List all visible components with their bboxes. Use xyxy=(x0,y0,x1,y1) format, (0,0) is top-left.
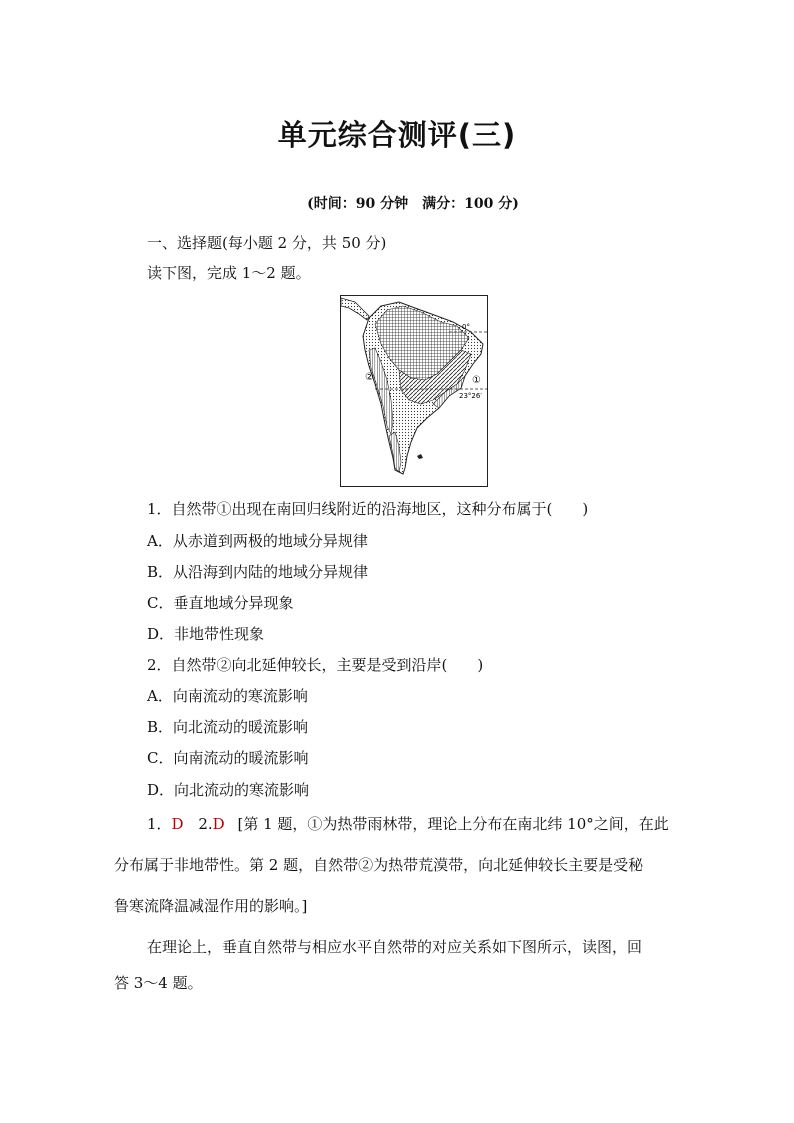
q2-option-c: C．向南流动的暖流影响 xyxy=(147,749,309,767)
section-intro-line-2: 答 3～4 题。 xyxy=(114,974,203,992)
question-1-stem: 1．自然带①出现在南回归线附近的沿海地区，这种分布属于( ) xyxy=(147,500,589,518)
equator-label: 0° xyxy=(462,323,470,331)
q2-option-d: D．向北流动的寒流影响 xyxy=(147,781,310,799)
answer-explanation-3: 鲁寒流降温减湿作用的影响。] xyxy=(114,897,308,915)
south-america-map xyxy=(340,295,488,487)
answer-2-value: D xyxy=(212,815,225,833)
section-intro-line-1: 在理论上，垂直自然带与相应水平自然带的对应关系如下图所示，读图，回 xyxy=(147,938,643,956)
answer-1-number: 1． xyxy=(147,815,172,833)
falkland-islands xyxy=(417,454,423,459)
q1-option-c: C．垂直地域分异现象 xyxy=(147,594,294,612)
question-2-stem: 2．自然带②向北延伸较长，主要是受到沿岸( ) xyxy=(147,656,484,674)
q2-option-a: A．向南流动的寒流影响 xyxy=(147,687,308,705)
section-heading: 一、选择题(每小题 2 分，共 50 分) xyxy=(147,234,387,252)
q1-option-b: B．从沿海到内陆的地域分异规律 xyxy=(147,563,369,581)
map-figure xyxy=(341,296,487,486)
marker-1: ① xyxy=(472,375,481,386)
map-intro: 读下图，完成 1～2 题。 xyxy=(147,264,311,282)
q1-option-d: D．非地带性现象 xyxy=(147,625,265,643)
central-america-shape xyxy=(341,298,369,320)
answer-line-1 xyxy=(147,804,669,844)
answer-2-number: 2. xyxy=(198,815,213,833)
tropic-label: 23°26′ xyxy=(459,392,482,400)
q1-option-a: A．从赤道到两极的地域分异规律 xyxy=(147,532,368,550)
answer-explanation-2: 分布属于非地带性。第 2 题，自然带②为热带荒漠带，向北延伸较长主要是受秘 xyxy=(114,856,644,874)
marker-2: ② xyxy=(365,372,374,383)
answer-explanation-1: [第 1 题，①为热带雨林带，理论上分布在南北纬 10°之间，在此 xyxy=(237,815,669,833)
answer-1-value: D xyxy=(171,815,184,833)
page-title: 单元综合测评(三) xyxy=(277,118,517,152)
q2-option-b: B．向北流动的暖流影响 xyxy=(147,718,309,736)
exam-meta: (时间：90 分钟 满分：100 分) xyxy=(307,196,519,212)
